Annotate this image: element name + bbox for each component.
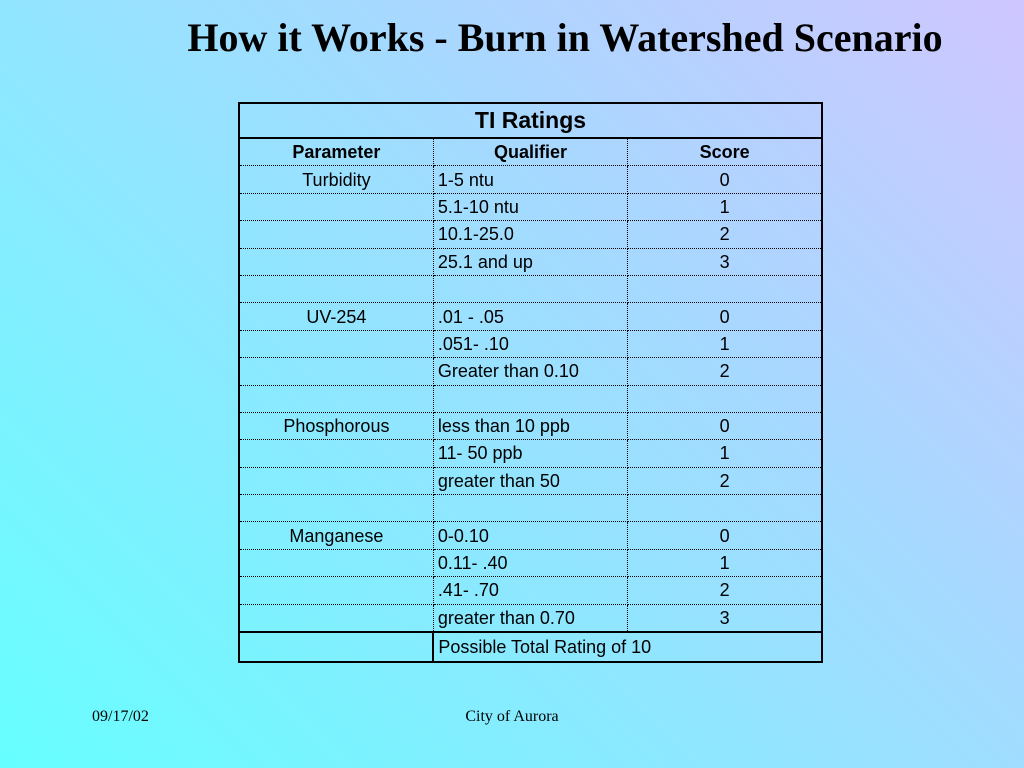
qualifier-cell: less than 10 ppb [433,412,627,439]
qualifier-cell: 0-0.10 [433,522,627,549]
score-cell: 1 [628,549,822,576]
score-cell: 1 [628,193,822,220]
table-row [239,166,822,193]
parameter-cell [239,385,433,412]
parameter-cell [239,495,433,522]
score-cell: 0 [628,303,822,330]
table-row [239,604,822,632]
qualifier-cell [433,495,627,522]
qualifier-cell: greater than 0.70 [433,604,627,632]
qualifier-cell: greater than 50 [433,467,627,494]
score-cell: 2 [628,221,822,248]
total-rating-cell: Possible Total Rating of 10 [433,632,822,662]
ti-ratings-table [238,102,823,663]
score-cell: 0 [628,166,822,193]
table-row [239,412,822,439]
score-cell: 3 [628,248,822,275]
qualifier-cell: 5.1-10 ntu [433,193,627,220]
slide-title: How it Works - Burn in Watershed Scenario [187,15,943,60]
parameter-cell [239,467,433,494]
score-cell: 0 [628,412,822,439]
header-score: Score [628,138,822,166]
score-cell [628,385,822,412]
qualifier-cell: .41- .70 [433,577,627,604]
parameter-cell [239,440,433,467]
score-cell: 3 [628,604,822,632]
table-caption: TI Ratings [239,103,822,138]
table-row [239,221,822,248]
qualifier-cell: 10.1-25.0 [433,221,627,248]
table-row [239,577,822,604]
table-caption-row [239,103,822,138]
qualifier-cell [433,385,627,412]
footer-organization: City of Aurora [465,708,559,725]
qualifier-cell: 0.11- .40 [433,549,627,576]
parameter-cell [239,330,433,357]
footer-date: 09/17/02 [92,708,149,725]
parameter-cell [239,604,433,632]
table-body [239,166,822,632]
parameter-cell [239,275,433,302]
score-cell [628,495,822,522]
qualifier-cell: .01 - .05 [433,303,627,330]
qualifier-cell: 11- 50 ppb [433,440,627,467]
table-row [239,495,822,522]
qualifier-cell: 1-5 ntu [433,166,627,193]
parameter-cell: UV-254 [239,303,433,330]
parameter-cell [239,221,433,248]
parameter-cell [239,358,433,385]
table-row [239,385,822,412]
table-row [239,467,822,494]
table-row [239,275,822,302]
table-row [239,193,822,220]
qualifier-cell: Greater than 0.10 [433,358,627,385]
score-cell: 2 [628,358,822,385]
score-cell: 0 [628,522,822,549]
total-row [239,632,822,662]
table-row [239,303,822,330]
parameter-cell: Manganese [239,522,433,549]
table-row [239,330,822,357]
table-row [239,549,822,576]
qualifier-cell: 25.1 and up [433,248,627,275]
qualifier-cell [433,275,627,302]
table-row [239,358,822,385]
parameter-cell: Phosphorous [239,412,433,439]
table-header-row [239,138,822,166]
table-row [239,248,822,275]
table-row [239,522,822,549]
table-row [239,440,822,467]
total-empty-cell [239,632,433,662]
header-qualifier: Qualifier [433,138,627,166]
parameter-cell [239,193,433,220]
score-cell: 1 [628,440,822,467]
header-parameter: Parameter [239,138,433,166]
parameter-cell [239,577,433,604]
score-cell: 1 [628,330,822,357]
parameter-cell [239,248,433,275]
parameter-cell [239,549,433,576]
parameter-cell: Turbidity [239,166,433,193]
qualifier-cell: .051- .10 [433,330,627,357]
score-cell: 2 [628,577,822,604]
score-cell: 2 [628,467,822,494]
score-cell [628,275,822,302]
